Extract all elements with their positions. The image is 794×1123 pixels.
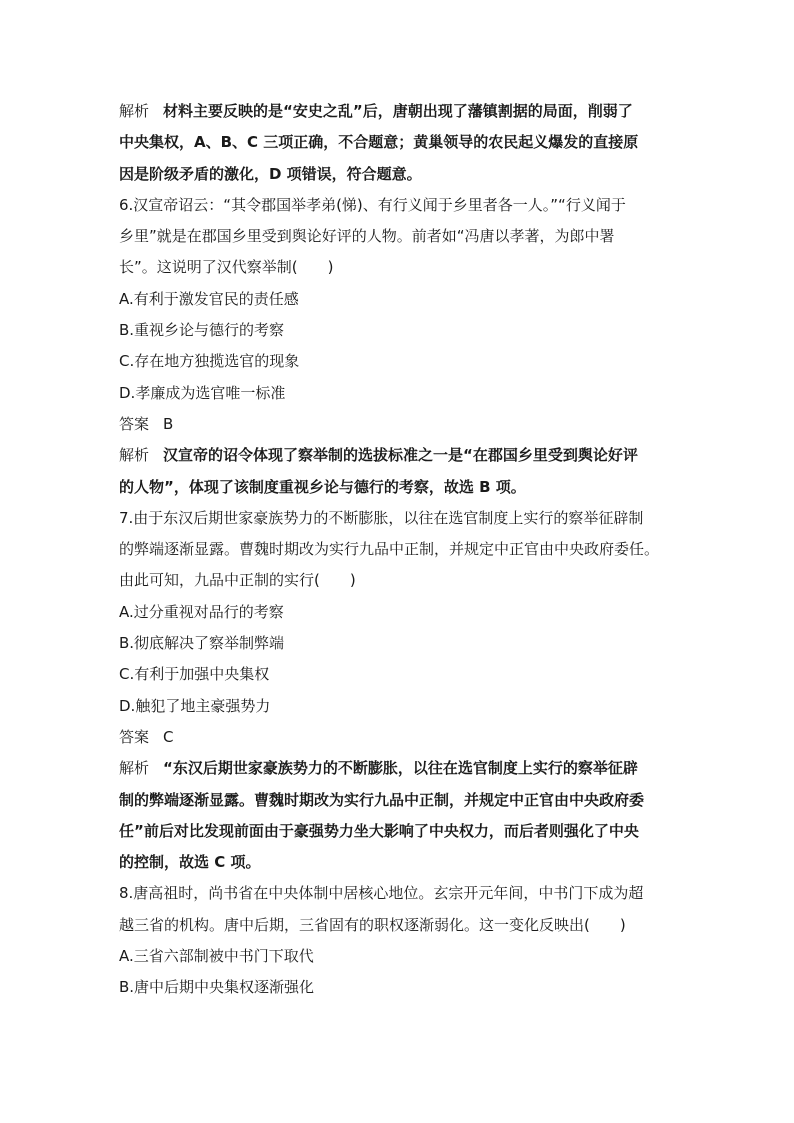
text-line [119, 346, 679, 377]
line-text: A.过分重视对品行的考察 [119, 602, 284, 621]
text-line [119, 597, 679, 628]
text-line [119, 659, 679, 690]
text-line [119, 127, 679, 158]
text-line [119, 190, 679, 221]
text-line [119, 972, 679, 1003]
line-text: D.孝廉成为选官唯一标准 [119, 383, 286, 402]
line-label: 解析 [119, 759, 150, 778]
text-line [119, 221, 679, 252]
line-text: C.存在地方独揽选官的现象 [119, 352, 300, 371]
line-label: 解析 [119, 446, 150, 465]
line-text: 中央集权，A、B、C 三项正确，不合题意；黄巢领导的农民起义爆发的直接原 [119, 133, 639, 152]
text-line [119, 910, 679, 941]
line-text: 的控制，故选 C 项。 [119, 853, 261, 872]
line-text: 汉宣帝的诏令体现了察举制的选拔标准之一是“在郡国乡里受到舆论好评 [163, 446, 638, 465]
text-line [119, 628, 679, 659]
line-text: 由此可知，九品中正制的实行( ) [119, 571, 356, 590]
text-line [119, 440, 679, 471]
line-text: “东汉后期世家豪族势力的不断膨胀，以往在选官制度上实行的察举征辟 [163, 759, 638, 778]
line-text: 8.唐高祖时，尚书省在中央体制中居核心地位。玄宗开元年间，中书门下成为超 [119, 884, 644, 903]
text-line [119, 847, 679, 878]
text-line [119, 252, 679, 283]
line-text: C.有利于加强中央集权 [119, 665, 270, 684]
document-page [119, 96, 679, 1004]
text-line [119, 816, 679, 847]
line-label: 答案 [119, 727, 150, 746]
text-line [119, 785, 679, 816]
text-line [119, 691, 679, 722]
line-text: 材料主要反映的是“安史之乱”后，唐朝出现了藩镇割据的局面，削弱了 [163, 102, 633, 120]
line-text: B [163, 414, 174, 433]
line-label: 解析 [119, 102, 150, 120]
line-text: 的人物”，体现了该制度重视乡论与德行的考察，故选 B 项。 [119, 477, 526, 496]
text-line [119, 878, 679, 909]
line-text: B.彻底解决了察举制弊端 [119, 634, 285, 653]
line-text: 6.汉宣帝诏云：“其令郡国举孝弟(悌)、有行义闻于乡里者各一人。”“行义闻于 [119, 195, 626, 214]
text-line [119, 534, 679, 565]
text-line [119, 284, 679, 315]
text-line [119, 315, 679, 346]
text-line [119, 472, 679, 503]
line-text: 越三省的机构。唐中后期，三省固有的职权逐渐弱化。这一变化反映出( ) [119, 915, 626, 934]
line-label: 答案 [119, 414, 150, 433]
line-text: 的弊端逐渐显露。曹魏时期改为实行九品中正制，并规定中正官由中央政府委任。 [119, 540, 660, 559]
line-text: B.唐中后期中央集权逐渐强化 [119, 978, 315, 997]
text-line [119, 941, 679, 972]
line-text: C [163, 727, 174, 746]
text-line [119, 96, 679, 127]
line-text: 任”前后对比发现前面由于豪强势力坐大影响了中央权力，而后者则强化了中央 [119, 821, 639, 840]
text-line [119, 753, 679, 784]
text-line [119, 378, 679, 409]
line-text: A.有利于激发官民的责任感 [119, 289, 299, 308]
text-line [119, 565, 679, 596]
line-text: 乡里”就是在郡国乡里受到舆论好评的人物。前者如“冯唐以孝著，为郎中署 [119, 227, 615, 246]
line-text: D.触犯了地主豪强势力 [119, 696, 271, 715]
line-text: 7.由于东汉后期世家豪族势力的不断膨胀，以往在选官制度上实行的察举征辟制 [119, 508, 644, 527]
text-line [119, 722, 679, 753]
line-text: 长”。这说明了汉代察举制( ) [119, 258, 334, 277]
line-text: 因是阶级矛盾的激化，D 项错误，符合题意。 [119, 164, 422, 183]
line-text: A.三省六部制被中书门下取代 [119, 947, 314, 966]
line-text: B.重视乡论与德行的考察 [119, 321, 285, 340]
text-line [119, 503, 679, 534]
text-line [119, 409, 679, 440]
line-text: 制的弊端逐渐显露。曹魏时期改为实行九品中正制，并规定中正官由中央政府委 [119, 790, 645, 809]
text-line [119, 159, 679, 190]
